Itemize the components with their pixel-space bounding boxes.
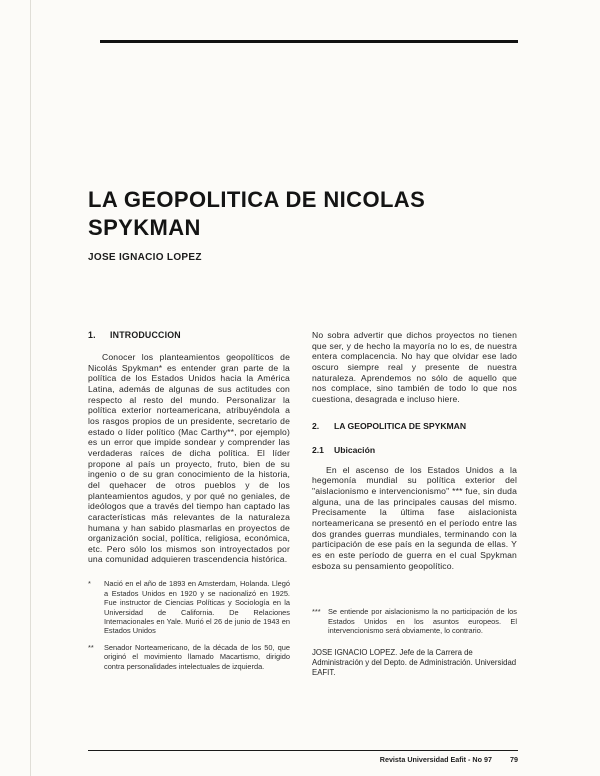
footnote	[312, 607, 517, 635]
section-1-heading	[88, 330, 290, 340]
top-rule	[100, 40, 518, 43]
section-2-1-number: 2.1	[312, 444, 324, 455]
footnote-marker: *	[88, 579, 91, 589]
page-footer	[88, 755, 518, 764]
section-2-1-heading	[312, 445, 517, 455]
footnote-text: Senador Norteamericano, de la década de los 50, que originó el movimiento llamado Macartismo, dirigido contra personalidades intelectuales de izquierda.	[104, 642, 290, 671]
left-footnotes	[88, 579, 290, 671]
section-2-1-label: Ubicación	[334, 444, 376, 455]
ubicacion-paragraph: En el ascenso de los Estados Unidos a la hegemonía mundial su política exterior del "aislacionismo e intervencionismo" *** fue, sin duda alguna, una de las principales causas del mismo. Precisamente la última fase aislacionista norteamericana se presentó en el período entre las dos grandes guerras mundiales, terminando con la participación de ese país en la segunda de ellas. Y es en este período de guerra en el cual Spykman esboza su pensamiento geopolítico.	[312, 464, 517, 571]
footnote-marker: **	[88, 642, 94, 652]
article-author: JOSE IGNACIO LOPEZ	[88, 252, 202, 263]
continuation-paragraph: No sobra advertir que dichos proyectos no tienen que ser, y de hecho la mayoría no lo es, de nuestra entera complacencia. No hay que olvidar ese lado oscuro siempre real y presente de nuestra naturaleza. Aprendemos no sólo de aquello que nos complace, sino también de todo lo que nos cuestiona, desagrada e incluso hiere.	[312, 330, 517, 404]
footnote	[88, 643, 290, 671]
scan-edge-line	[30, 0, 31, 776]
section-2-heading	[312, 421, 517, 431]
article-title: LA GEOPOLITICA DE NICOLAS SPYKMAN	[88, 187, 426, 240]
section-1-label: INTRODUCCION	[110, 330, 181, 340]
section-1-number: 1.	[88, 330, 96, 340]
section-2-label: LA GEOPOLITICA DE SPYKMAN	[334, 420, 467, 431]
page-number: 79	[510, 755, 518, 764]
author-affiliation-note: JOSE IGNACIO LOPEZ. Jefe de la Carrera de Administración y del Depto. de Administración. Universidad EAFIT.	[312, 647, 517, 677]
journal-name: Revista Universidad Eafit - No 97	[379, 755, 492, 764]
right-column	[312, 330, 517, 678]
intro-paragraph: Conocer los planteamientos geopolíticos de Nicolás Spykman* es entender gran parte de la política de los Estados Unidos hacia la América Latina, además de algunas de sus actitudes con respecto al resto del mundo. Personalizar la política exterior norteamericana, atribuyéndola a los rasgos propios de un presidente, secretario de estado o líder político (Mac Carthy**, por ejemplo) es un error que impide sondear y comprender las verdaderas raíces de dicha política. El líder propone al país un proyecto, fruto, bien de su ingenio o de su gran conocimiento de la historia, del quehacer de otros pueblos y de los planteamientos agudos, y por qué no geniales, de ideólogos que a través del tiempo han captado las características más relevantes de la naturaleza humana y han sabido plasmarlas en proyectos de organización social, política, religiosa, económica, etc. Pero sólo los mismos son introyectados por una comunidad adquieren trascendencia histórica.	[88, 352, 290, 565]
right-footnotes	[312, 607, 517, 635]
footnote-text: Se entiende por aislacionismo la no participación de los Estados Unidos en los asuntos europeos. El intervencionismo será obviamente, lo contrario.	[328, 607, 517, 636]
footnote-text: Nació en el año de 1893 en Amsterdam, Holanda. Llegó a Estados Unidos en 1920 y se nacionalizó en 1925. Fue instructor de Ciencias Políticas y Sociología en la Universidad de California. De Relaciones Internacionales en Yale. Murió el 26 de junio de 1943 en Estados Unidos	[104, 579, 290, 636]
section-2-number: 2.	[312, 420, 320, 431]
footnote-marker: ***	[312, 607, 321, 617]
footnote	[88, 579, 290, 636]
left-column	[88, 330, 290, 678]
footer-rule	[88, 750, 518, 751]
